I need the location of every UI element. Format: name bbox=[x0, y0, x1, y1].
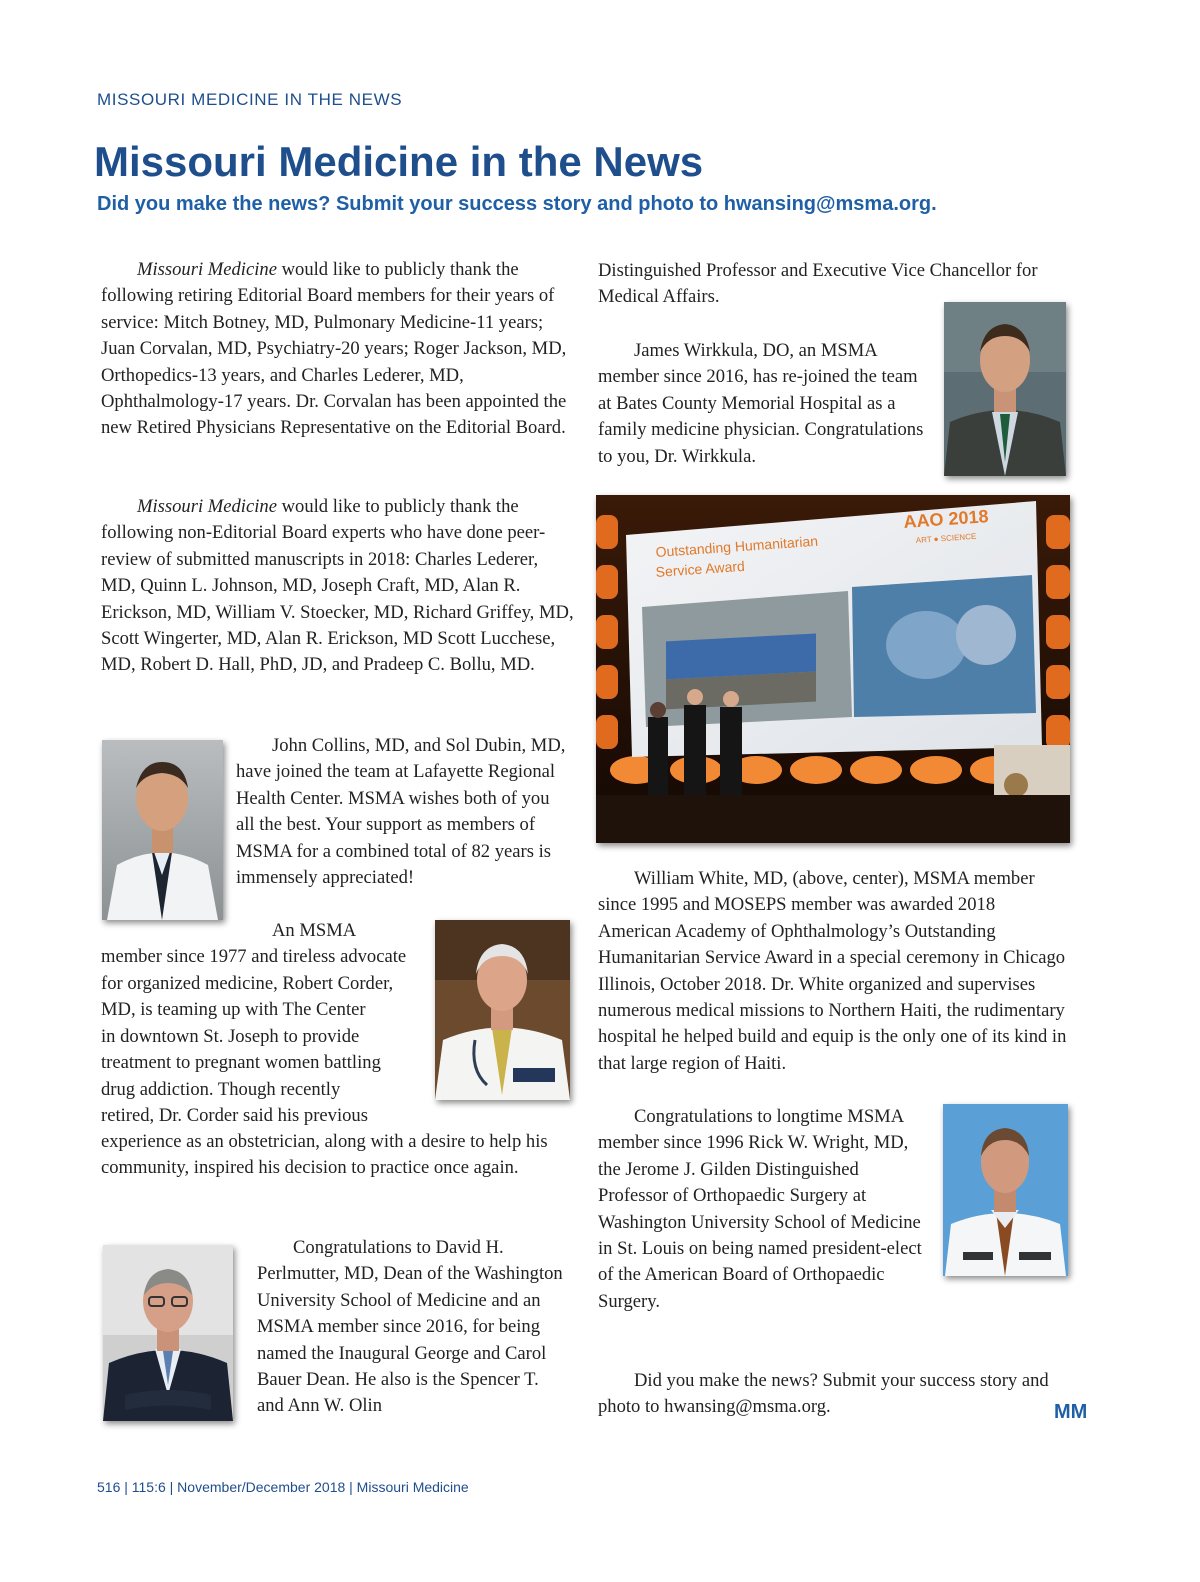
peer-review-paragraph: Missouri Medicine would like to publicly thank the following non-Editorial Board experts who have done peer-review of submitted manuscripts in 2018: Charles Lederer, MD, Quinn L. Johnson, MD, Joseph Craft, MD, Alan R. Erickson, MD, William V. Stoecker, MD, Richard Griffey, MD, Scott Wingerter, MD, Alan R. Erickson, MD Scott Lucchese, MD, Robert D. Hall, PhD, JD, and Pradeep C. Bollu, MD. bbox=[101, 496, 574, 676]
section-kicker: MISSOURI MEDICINE IN THE NEWS bbox=[97, 90, 403, 109]
corder-line: An MSMA bbox=[272, 920, 357, 941]
page-subtitle: Did you make the news? Submit your success story and photo to hwansing@msma.org. bbox=[97, 193, 937, 215]
aao-logo-text: AAO 2018 bbox=[902, 506, 990, 532]
end-mark: MM bbox=[1054, 1401, 1088, 1423]
corder-line: MD, is teaming up with The Center bbox=[101, 999, 366, 1020]
corder-photo bbox=[435, 920, 570, 1100]
closing-paragraph: Did you make the news? Submit your success story and photo to hwansing@msma.org. bbox=[598, 1370, 1049, 1418]
aao-logo-tagline: ART ● SCIENCE bbox=[915, 531, 977, 545]
wirkkula-photo bbox=[944, 302, 1066, 476]
white-paragraph: William White, MD, (above, center), MSMA member since 1995 and MOSEPS member was awarded 2018 American Academy of Ophthalmology’s Outstanding Humanitarian Service Award in a special ceremony in Chicago Illinois, October 2018. Dr. White organized and supervises numerous medical missions to Northern Haiti, the rudimentary hospital he helped build and equip is the only one of its kind in that large region of Haiti. bbox=[598, 868, 1067, 1074]
journal-name: Missouri Medicine bbox=[137, 496, 277, 517]
collins-dubin-paragraph: John Collins, MD, and Sol Dubin, MD, have joined the team at Lafayette Regional Health Center. MSMA wishes both of you all the best. Your support as members of MSMA for a combined total of 82 years is immensely appreciated! bbox=[236, 735, 566, 889]
perlmutter-continued: Distinguished Professor and Executive Vice Chancellor for Medical Affairs. bbox=[598, 260, 1038, 308]
corder-line: for organized medicine, Robert Corder, bbox=[101, 973, 394, 994]
award-ceremony-photo bbox=[596, 495, 1070, 843]
corder-line: in downtown St. Joseph to provide bbox=[101, 1026, 360, 1047]
corder-line: drug addiction. Though recently bbox=[101, 1079, 341, 1100]
retiring-board-paragraph: Missouri Medicine would like to publicly thank the following retiring Editorial Board members for their years of service: Mitch Botney, MD, Pulmonary Medicine-11 years; Juan Corvalan, MD, Psychiatry-20 years; Roger Jackson, MD, Orthopedics-13 years, and Charles Lederer, MD, Ophthalmology-17 years. Dr. Corvalan has been appointed the new Retired Physicians Representative on the Editorial Board. bbox=[101, 259, 567, 439]
collins-photo bbox=[102, 740, 223, 920]
perlmutter-paragraph: Congratulations to David H. Perlmutter, MD, Dean of the Washington University School of Medicine and an MSMA member since 2016, for being named the Inaugural George and Carol Bauer Dean. He also is the Spencer T. and Ann W. Olin bbox=[257, 1237, 563, 1417]
page-title: Missouri Medicine in the News bbox=[94, 138, 704, 185]
corder-rest: experience as an obstetrician, along with a desire to help his community, inspired his decision to practice once again. bbox=[101, 1131, 548, 1179]
wright-photo bbox=[943, 1104, 1068, 1276]
corder-line: member since 1977 and tireless advocate bbox=[101, 946, 407, 967]
screen-title-line-1: Outstanding Humanitarian bbox=[655, 532, 819, 560]
corder-line: retired, Dr. Corder said his previous bbox=[101, 1105, 368, 1126]
journal-name: Missouri Medicine bbox=[137, 259, 277, 280]
corder-line: treatment to pregnant women battling bbox=[101, 1052, 381, 1073]
wright-paragraph: Congratulations to longtime MSMA member since 1996 Rick W. Wright, MD, the Jerome J. Gilden Distinguished Professor of Orthopaedic Surgery at Washington University School of Medicine in St. Louis on being named president-elect of the American Board of Orthopaedic Surgery. bbox=[598, 1106, 922, 1312]
wirkkula-paragraph: James Wirkkula, DO, an MSMA member since 2016, has re-joined the team at Bates County Memorial Hospital as a family medicine physician. Congratulations to you, Dr. Wirkkula. bbox=[598, 340, 924, 467]
screen-title-line-2: Service Award bbox=[655, 557, 746, 580]
page-footer: 516 | 115:6 | November/December 2018 | Missouri Medicine bbox=[97, 1479, 469, 1495]
perlmutter-photo bbox=[103, 1245, 233, 1421]
